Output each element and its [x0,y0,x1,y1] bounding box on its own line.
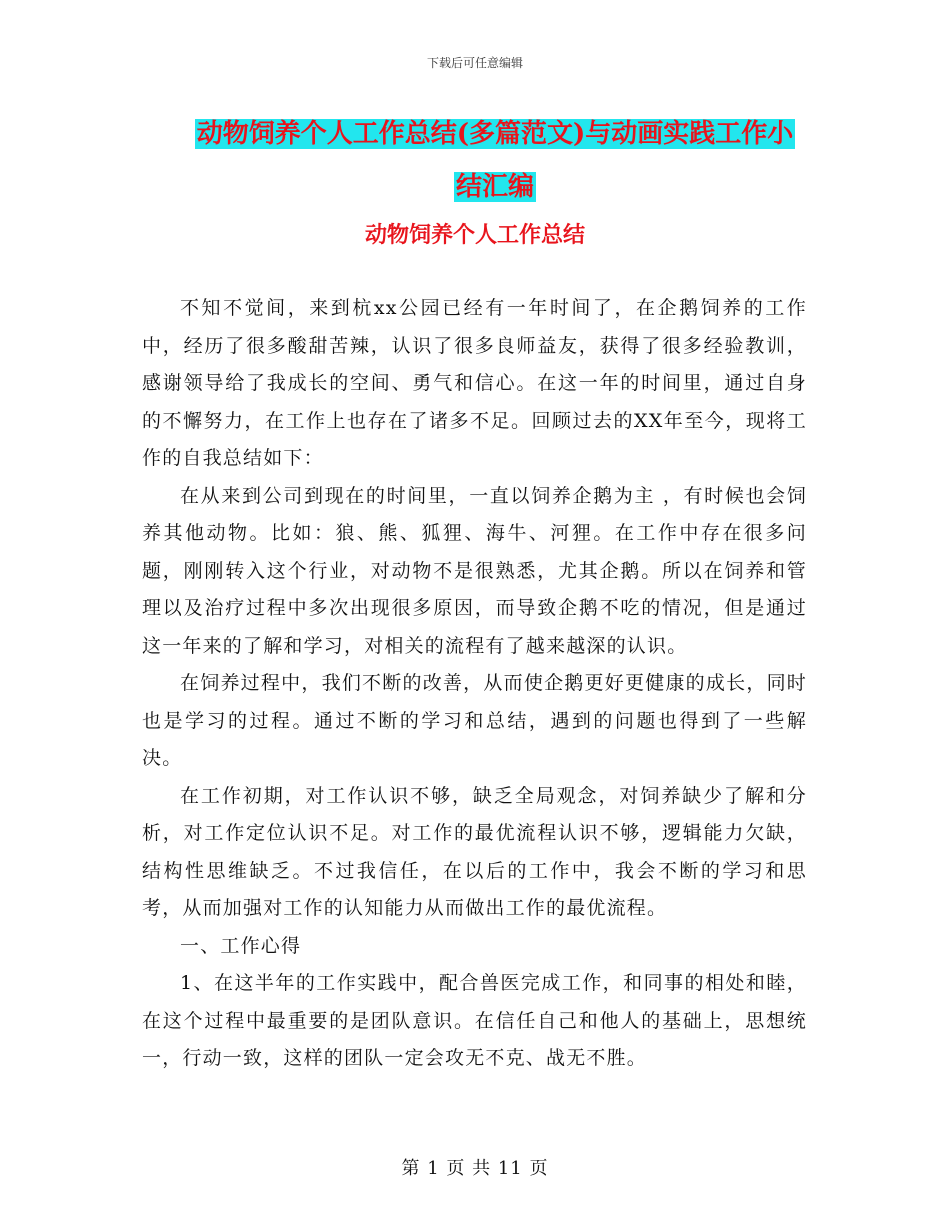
paragraph: 在饲养过程中，我们不断的改善，从而使企鹅更好更健康的成长，同时也是学习的过程。通过不断的学习和总结，遇到的问题也得到了一些解决。 [142,672,807,769]
subheading: 一、工作心得 [180,934,302,957]
paragraph: 在从来到公司到现在的时间里，一直以饲养企鹅为主 ，有时候也会饲养其他动物。比如：狼、熊、狐狸、海牛、河狸。在工作中存在很多问题，刚刚转入这个行业，对动物不是很熟悉，尤其企鹅。所以在饲养和管理以及治疗过程中多次出现很多原因，而导致企鹅不吃的情况，但是通过这一年来的了解和学习，对相关的流程有了越来越深的认识。 [142,484,807,657]
document-title-line-1: 动物饲养个人工作总结(多篇范文)与动画实践工作小 [196,119,794,149]
paragraph: 不知不觉间，来到杭xx公园已经有一年时间了，在企鹅饲养的工作中，经历了很多酸甜苦辣，认识了很多良师益友，获得了很多经验教训，感谢领导给了我成长的空间、勇气和信心。在这一年的时间里，通过自身的不懈努力，在工作上也存在了诸多不足。回顾过去的XX年至今，现将工作的自我总结如下： [142,297,807,469]
paragraph: 1、在这半年的工作实践中，配合兽医完成工作，和同事的相处和睦，在这个过程中最重要的是团队意识。在信任自己和他人的基础上，思想统一，行动一致，这样的团队一定会攻无不克、战无不胜。 [142,972,807,1069]
paragraph: 在工作初期，对工作认识不够，缺乏全局观念，对饲养缺少了解和分析，对工作定位认识不足。对工作的最优流程认识不够，逻辑能力欠缺，结构性思维缺乏。不过我信任，在以后的工作中，我会不断的学习和思考，从而加强对工作的认知能力从而做出工作的最优流程。 [142,784,807,919]
body-text [142,290,807,1078]
header-note: 下载后可任意编辑 [426,56,523,70]
section-title: 动物饲养个人工作总结 [364,222,585,248]
document-title-line-2: 结汇编 [455,172,534,202]
page-number: 第 1 页 共 11 页 [401,1158,549,1179]
document-title [150,108,840,214]
